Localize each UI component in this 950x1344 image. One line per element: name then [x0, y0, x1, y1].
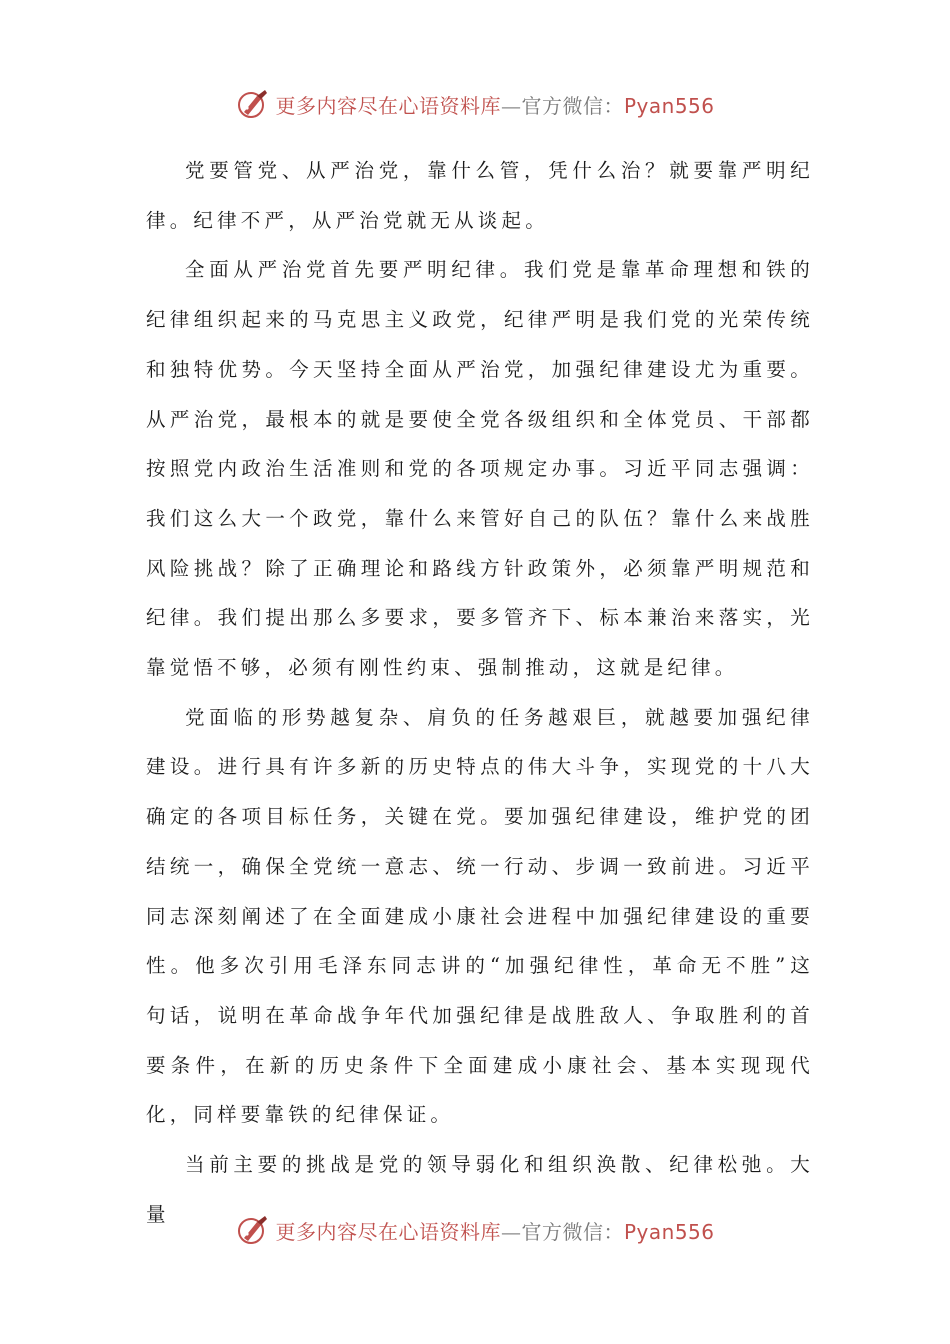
footer-separator: — [500, 1219, 522, 1244]
document-body [146, 146, 814, 1239]
pen-logo-icon [235, 1212, 271, 1248]
header-brand: 更多内容尽在心语资料库 [275, 93, 501, 118]
header-separator: — [500, 93, 522, 118]
paragraph-2: 全面从严治党首先要严明纪律。我们党是靠革命理想和铁的纪律组织起来的马克思主义政党，纪律严明是我们党的光荣传统和独特优势。今天坚持全面从严治党，加强纪律建设尤为重要。从严治党，最根本的就是要使全党各级组织和全体党员、干部都按照党内政治生活准则和党的各项规定办事。习近平同志强调：我们这么大一个政党，靠什么来管好自己的队伍？靠什么来战胜风险挑战？除了正确理论和路线方针政策外，必须靠严明规范和纪律。我们提出那么多要求，要多管齐下、标本兼治来落实，光靠觉悟不够，必须有刚性约束、强制推动，这就是纪律。 [146, 258, 814, 680]
pen-logo-icon [235, 86, 271, 122]
paragraph-1: 党要管党、从严治党，靠什么管，凭什么治？就要靠严明纪律。纪律不严，从严治党就无从谈起。 [146, 159, 814, 232]
footer-banner [0, 1210, 950, 1250]
footer-wechat-id: Pyan556 [623, 1219, 715, 1244]
paragraph-3: 党面临的形势越复杂、肩负的任务越艰巨，就越要加强纪律建设。进行具有许多新的历史特点的伟大斗争，实现党的十八大确定的各项目标任务，关键在党。要加强纪律建设，维护党的团结统一，确保全党统一意志、统一行动、步调一致前进。习近平同志深刻阐述了在全面建成小康社会进程中加强纪律建设的重要性。他多次引用毛泽东同志讲的“加强纪律性，革命无不胜”这句话，说明在革命战争年代加强纪律是战胜敌人、争取胜利的首要条件，在新的历史条件下全面建成小康社会、基本实现现代化，同样要靠铁的纪律保证。 [146, 705, 814, 1127]
header-wechat-label: 官方微信： [521, 93, 624, 118]
footer-wechat-label: 官方微信： [521, 1219, 624, 1244]
footer-brand: 更多内容尽在心语资料库 [275, 1219, 501, 1244]
header-wechat-id: Pyan556 [623, 93, 715, 118]
header-banner [0, 84, 950, 124]
paragraph-4: 当前主要的挑战是党的领导弱化和组织涣散、纪律松弛。大量 [146, 1153, 814, 1226]
